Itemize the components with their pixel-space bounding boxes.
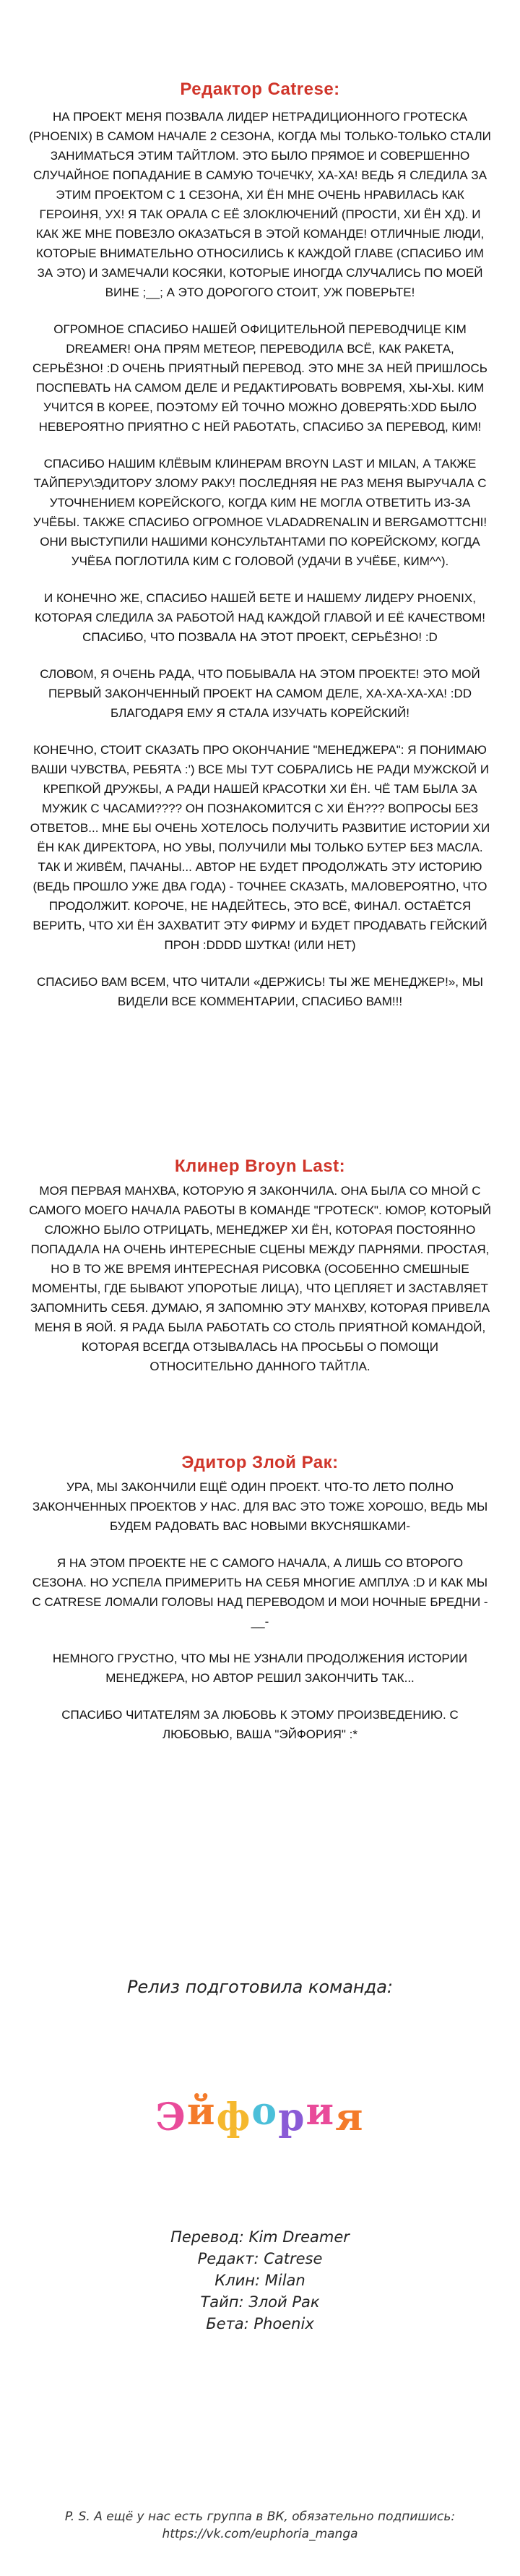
editor-section [29, 80, 491, 1011]
vk-link[interactable]: https://vk.com/euphoria_manga [162, 2527, 358, 2541]
logo-letter: й [186, 2090, 217, 2134]
logo-letter: ф [216, 2095, 252, 2139]
credit-typing: Тайп: Злой Рак [200, 2293, 320, 2311]
ps-text: P. S. А ещё у нас есть группа в ВК, обязательно подпишись: [64, 2510, 456, 2524]
team-logo [29, 2092, 491, 2137]
logo-letter: о [251, 2090, 279, 2134]
editor-paragraph-5: СЛОВОМ, Я ОЧЕНЬ РАДА, ЧТО ПОБЫВАЛА НА ЭТОМ ПРОЕКТЕ! ЭТО МОЙ ПЕРВЫЙ ЗАКОНЧЕННЫЙ ПРОЕКТ НА САМОМ ДЕЛЕ, ХА-ХА-ХА-ХА! :DD БЛАГОДАРЯ ЕМУ Я СТАЛА ИЗУЧАТЬ КОРЕЙСКИЙ! [40, 667, 480, 720]
ps-section [14, 2508, 506, 2543]
editor-paragraph-7: СПАСИБО ВАМ ВСЕМ, ЧТО ЧИТАЛИ «ДЕРЖИСЬ! ТЫ ЖЕ МЕНЕДЖЕР!», МЫ ВИДЕЛИ ВСЕ КОММЕНТАРИИ, СПАСИБО ВАМ!!! [37, 975, 483, 1008]
editor-heading: Редактор Catrese: [180, 80, 340, 99]
cleaner-section [29, 1156, 491, 1376]
logo-letter: и [306, 2090, 336, 2134]
logo-letter: Э [155, 2095, 187, 2139]
typer-paragraph-3: НЕМНОГО ГРУСТНО, ЧТО МЫ НЕ УЗНАЛИ ПРОДОЛЖЕНИЯ ИСТОРИИ МЕНЕДЖЕРА, НО АВТОР РЕШИЛ ЗАКОНЧИТЬ ТАК... [52, 1652, 468, 1685]
credits-list [29, 2226, 491, 2335]
logo-letter: р [278, 2095, 306, 2139]
logo-letter: я [335, 2095, 365, 2139]
credit-editing: Редакт: Catrese [197, 2250, 323, 2267]
credits-section [29, 1977, 491, 1997]
editor-paragraph-4: И КОНЕЧНО ЖЕ, СПАСИБО НАШЕЙ БЕТЕ И НАШЕМУ ЛИДЕРУ PHOENIX, КОТОРАЯ СЛЕДИЛА ЗА РАБОТОЙ НАД КАЖДОЙ ГЛАВОЙ И ЕЁ КАЧЕСТВОМ! СПАСИБО, ЧТО ПОЗВАЛА НА ЭТОТ ПРОЕКТ, СЕРЬЁЗНО! :D [35, 591, 485, 644]
cleaner-paragraph-1: МОЯ ПЕРВАЯ МАНХВА, КОТОРУЮ Я ЗАКОНЧИЛА. ОНА БЫЛА СО МНОЙ С САМОГО МОЕГО НАЧАЛА РАБОТЫ В КОМАНДЕ "ГРОТЕСК". ЮМОР, КОТОРЫЙ СЛОЖНО БЫЛО ОТРИЦАТЬ, МЕНЕДЖЕР ХИ ЁН, КОТОРАЯ ПОСТОЯННО ПОПАДАЛА НА ОЧЕНЬ ИНТЕРЕСНЫЕ СЦЕНЫ МЕЖДУ ПАРНЯМИ. ПРОСТАЯ, НО В ТО ЖЕ ВРЕМЯ ИНТЕРЕСНАЯ РИСОВКА (ОСОБЕННО СМЕШНЫЕ МОМЕНТЫ, ГДЕ БЫВАЮТ УПОРОТЫЕ ЛИЦА), ЧТО ЦЕПЛЯЕТ И ЗАСТАВЛЯЕТ ЗАПОМНИТЬ СЕБЯ. ДУМАЮ, Я ЗАПОМНЮ ЭТУ МАНХВУ, КОТОРАЯ ПРИВЕЛА МЕНЯ В ЯОЙ. Я РАДА БЫЛА РАБОТАТЬ СО СТОЛЬ ПРИЯТНОЙ КОМАНДОЙ, КОТОРАЯ ВСЕГДА ОТЗЫВАЛАСЬ НА ПРОСЬБЫ О ПОМОЩИ ОТНОСИТЕЛЬНО ДАННОГО ТАЙТЛА. [29, 1184, 491, 1373]
credits-title: Релиз подготовила команда: [127, 1977, 393, 1997]
typer-paragraph-2: Я НА ЭТОМ ПРОЕКТЕ НЕ С САМОГО НАЧАЛА, А ЛИШЬ СО ВТОРОГО СЕЗОНА. НО УСПЕЛА ПРИМЕРИТЬ НА СЕБЯ МНОГИЕ АМПЛУА :D И КАК МЫ С CATRESE ЛОМАЛИ ГОЛОВЫ НАД ПЕРЕВОДОМ И МОИ НОЧНЫЕ БРЕДНИ -__- [32, 1556, 488, 1628]
credit-translation: Перевод: Kim Dreamer [170, 2228, 350, 2246]
editor-paragraph-2: ОГРОМНОЕ СПАСИБО НАШЕЙ ОФИЦИТЕЛЬНОЙ ПЕРЕВОДЧИЦЕ KIM DREAMER! ОНА ПРЯМ МЕТЕОР, ПЕРЕВОДИЛА ВСЁ, КАК РАКЕТА, СЕРЬЁЗНО! :D ОЧЕНЬ ПРИЯТНЫЙ ПЕРЕВОД. ЭТО МНЕ ЗА НЕЙ ПРИШЛОСЬ ПОСПЕВАТЬ НА САМОМ ДЕЛЕ И РЕДАКТИРОВАТЬ ВОВРЕМЯ, ХЫ-ХЫ. КИМ УЧИТСЯ В КОРЕЕ, ПОЭТОМУ ЕЙ ТОЧНО МОЖНО ДОВЕРЯТЬ:XDD БЫЛО НЕВЕРОЯТНО ПРИЯТНО С НЕЙ РАБОТАТЬ, СПАСИБО ЗА ПЕРЕВОД, КИМ! [32, 322, 488, 434]
credit-beta: Бета: Phoenix [206, 2315, 314, 2332]
editor-paragraph-1: НА ПРОЕКТ МЕНЯ ПОЗВАЛА ЛИДЕР НЕТРАДИЦИОННОГО ГРОТЕСКА (PHOENIX) В САМОМ НАЧАЛЕ 2 СЕЗОНА, КОГДА МЫ ТОЛЬКО-ТОЛЬКО СТАЛИ ЗАНИМАТЬСЯ ЭТИМ ТАЙТЛОМ. ЭТО БЫЛО ПРЯМОЕ И СОВЕРШЕННО СЛУЧАЙНОЕ ПОПАДАНИЕ В САМУЮ ТОЧЕЧКУ, ХА-ХА! ВЕДЬ Я СЛЕДИЛА ЗА ЭТИМ ПРОЕКТОМ С 1 СЕЗОНА, ХИ ЁН МНЕ ОЧЕНЬ НРАВИЛАСЬ КАК ГЕРОИНЯ, УХ! Я ТАК ОРАЛА С ЕЁ ЗЛОКЛЮЧЕНИЙ (ПРОСТИ, ХИ ЁН ХД). И КАК ЖЕ МНЕ ПОВЕЗЛО ОКАЗАТЬСЯ В ЭТОЙ КОМАНДЕ! ОТЛИЧНЫЕ ЛЮДИ, КОТОРЫЕ ВНИМАТЕЛЬНО ОТНОСИЛИСЬ К КАЖДОЙ ГЛАВЕ (СПАСИБО ИМ ЗА ЭТО) И ЗАМЕЧАЛИ КОСЯКИ, КОТОРЫЕ ИНОГДА СЛУЧАЛИСЬ ПО МОЕЙ ВИНЕ ;__; А ЭТО ДОРОГОГО СТОИТ, УЖ ПОВЕРЬТЕ! [29, 110, 491, 299]
editor-paragraph-3: СПАСИБО НАШИМ КЛЁВЫМ КЛИНЕРАМ BROYN LAST И MILAN, А ТАКЖЕ ТАЙПЕРУ\ЭДИТОРУ ЗЛОМУ РАКУ! ПОСЛЕДНЯЯ НЕ РАЗ МЕНЯ ВЫРУЧАЛА С УТОЧНЕНИЕМ КОРЕЙСКОГО, КОГДА КИМ НЕ МОГЛА ОТВЕТИТЬ ИЗ-ЗА УЧЁБЫ. ТАКЖЕ СПАСИБО ОГРОМНОЕ VLADADRENALIN И BERGAMOTTCHI!ОНИ ВЫСТУПИЛИ НАШИМИ КОНСУЛЬТАНТАМИ ПО КОРЕЙСКОМУ, КОГДА УЧЁБА ПОГЛОТИЛА КИМ С ГОЛОВОЙ (УДАЧИ В УЧЁБЕ, КИМ^^). [32, 457, 488, 568]
typer-section [29, 1453, 491, 1744]
typer-paragraph-4: СПАСИБО ЧИТАТЕЛЯМ ЗА ЛЮБОВЬ К ЭТОМУ ПРОИЗВЕДЕНИЮ. С ЛЮБОВЬЮ, ВАША "ЭЙФОРИЯ" :* [61, 1708, 459, 1741]
editor-paragraph-6: КОНЕЧНО, СТОИТ СКАЗАТЬ ПРО ОКОНЧАНИЕ "МЕНЕДЖЕРА": Я ПОНИМАЮ ВАШИ ЧУВСТВА, РЕБЯТА :') ВСЕ МЫ ТУТ СОБРАЛИСЬ НЕ РАДИ МУЖСКОЙ И КРЕПКОЙ ДРУЖБЫ, А РАДИ НАШЕЙ КРАСОТКИ ХИ ЁН. ЧЁ ТАМ БЫЛА ЗА МУЖИК С ЧАСАМИ???? ОН ПОЗНАКОМИТСЯ С ХИ ЁН??? ВОПРОСЫ БЕЗ ОТВЕТОВ... МНЕ БЫ ОЧЕНЬ ХОТЕЛОСЬ ПОЛУЧИТЬ РАЗВИТИЕ ИСТОРИИ ХИ ЁН КАК ДИРЕКТОРА, НО УВЫ, ПОЛУЧИЛИ МЫ ТОЛЬКО БУТЕР БЕЗ МАСЛА. ТАК И ЖИВЁМ, ПАЧАНЫ... АВТОР НЕ БУДЕТ ПРОДОЛЖАТЬ ЭТУ ИСТОРИЮ (ВЕДЬ ПРОШЛО УЖЕ ДВА ГОДА) - ТОЧНЕЕ СКАЗАТЬ, МАЛОВЕРОЯТНО, ЧТО ПРОДОЛЖИТ. КОРОЧЕ, НЕ НАДЕЙТЕСЬ, ЭТО ВСЁ, ФИНАЛ. ОСТАЁТСЯ ВЕРИТЬ, ЧТО ХИ ЁН ЗАХВАТИТ ЭТУ ФИРМУ И БУДЕТ ПРОДАВАТЬ ГЕЙСКИЙ ПРОН :DDDD ШУТКА! (ИЛИ НЕТ) [30, 743, 490, 952]
euphoria-logo [29, 2092, 491, 2137]
typer-heading: Эдитор Злой Рак: [181, 1453, 339, 1472]
cleaner-heading: Клинер Broyn Last: [174, 1156, 346, 1176]
credit-cleaning: Клин: Milan [214, 2272, 306, 2289]
typer-paragraph-1: УРА, МЫ ЗАКОНЧИЛИ ЕЩЁ ОДИН ПРОЕКТ. ЧТО-ТО ЛЕТО ПОЛНО ЗАКОНЧЕННЫХ ПРОЕКТОВ У НАС. ДЛЯ ВАС ЭТО ТОЖЕ ХОРОШО, ВЕДЬ МЫ БУДЕМ РАДОВАТЬ ВАС НОВЫМИ ВКУСНЯШКАМИ- [32, 1480, 488, 1533]
